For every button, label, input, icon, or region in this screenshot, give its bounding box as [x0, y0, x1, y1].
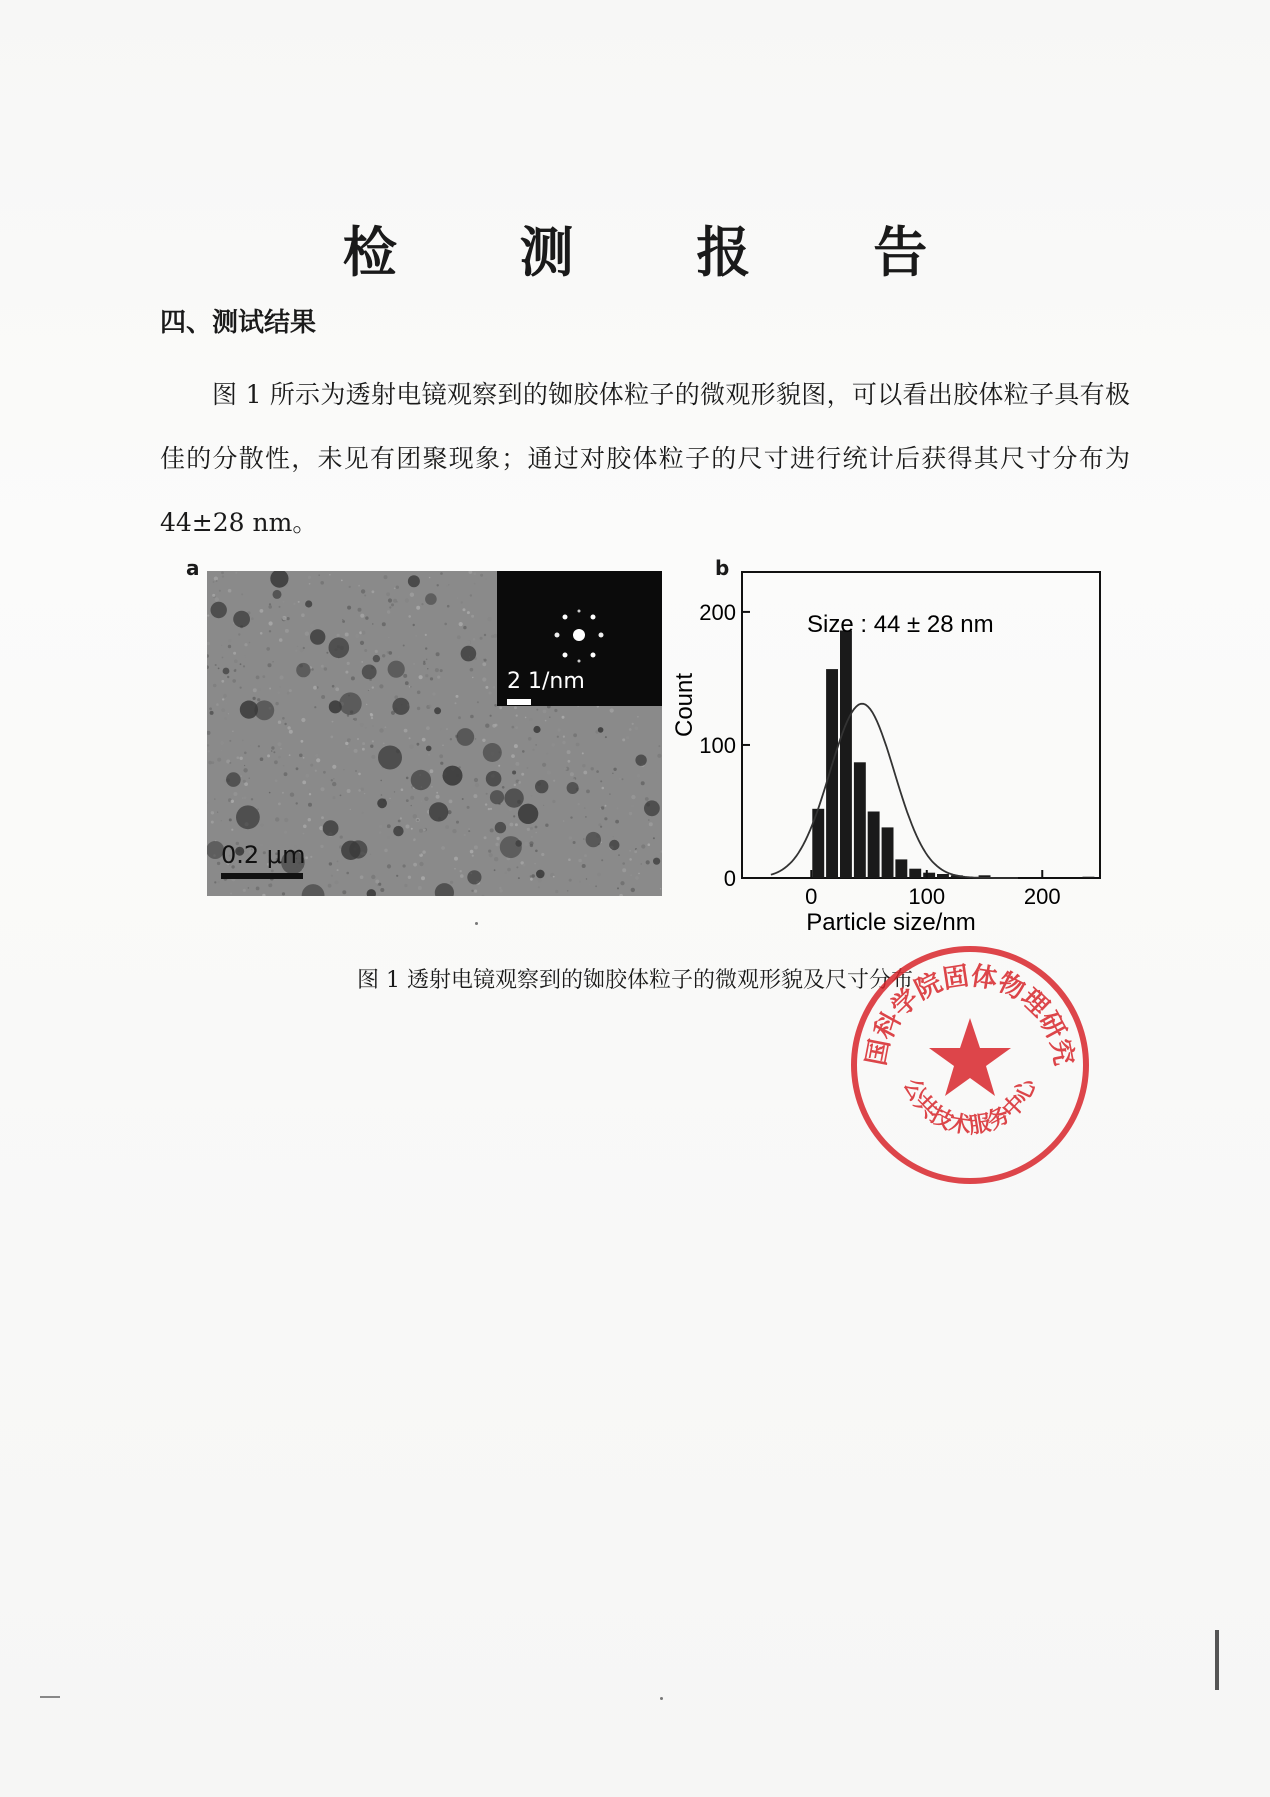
- particle: [305, 600, 312, 607]
- histogram-bar: [1083, 877, 1095, 878]
- tem-image: [207, 571, 662, 896]
- histogram-bar: [826, 669, 838, 878]
- scale-bar: [221, 873, 303, 879]
- particle: [302, 884, 325, 896]
- particle: [495, 822, 506, 833]
- particle: [388, 661, 405, 678]
- y-tick-label: 200: [699, 599, 736, 625]
- histogram-bar: [840, 631, 852, 879]
- particle: [504, 788, 523, 807]
- page-edge-mark: [1215, 1630, 1219, 1690]
- histogram-bar: [909, 869, 921, 878]
- particle: [339, 692, 362, 715]
- particle: [236, 805, 260, 829]
- histogram-bar: [895, 859, 907, 878]
- section-heading: 四、测试结果: [160, 308, 317, 338]
- size-annotation: Size : 44 ± 28 nm: [807, 611, 994, 638]
- panel-b-label: b: [715, 556, 730, 580]
- particle: [483, 743, 502, 762]
- particle: [210, 711, 214, 715]
- particle: [435, 883, 454, 896]
- particle: [362, 665, 377, 680]
- y-axis-label: Count: [671, 672, 698, 738]
- x-axis-label: Particle size/nm: [806, 909, 976, 936]
- particle: [329, 700, 342, 713]
- particle: [434, 707, 441, 714]
- particle: [323, 820, 339, 836]
- particle: [644, 800, 660, 816]
- particle: [567, 782, 579, 794]
- particle: [461, 646, 477, 662]
- particle: [411, 770, 431, 790]
- histogram-bar: [937, 874, 949, 878]
- histogram-bar: [854, 762, 866, 878]
- diffraction-inset: [497, 571, 662, 706]
- particle: [373, 655, 380, 662]
- particle: [536, 870, 545, 879]
- histogram-bar: [868, 812, 880, 879]
- particle: [429, 802, 448, 821]
- particle: [296, 663, 310, 677]
- particle: [393, 826, 403, 836]
- paper-speck: [475, 922, 478, 925]
- particle: [223, 668, 230, 675]
- paper-speck: [660, 1697, 663, 1700]
- particle: [500, 836, 522, 858]
- particle: [609, 840, 619, 850]
- particle: [310, 629, 325, 644]
- particle: [518, 804, 538, 824]
- particle: [211, 602, 227, 618]
- particle: [535, 780, 548, 793]
- particle: [515, 840, 522, 847]
- svg-text:公共技术服务中心: 公共技术服务中心: [898, 1075, 1042, 1140]
- particle: [635, 755, 646, 766]
- particle: [426, 746, 432, 752]
- particle: [598, 727, 604, 733]
- particle: [254, 700, 274, 720]
- x-tick-label: 0: [805, 884, 818, 909]
- y-tick-label: 0: [723, 866, 736, 891]
- y-tick-label: 100: [699, 732, 736, 758]
- particle: [467, 870, 481, 884]
- scale-bar-label: 0.2 μm: [221, 841, 306, 869]
- particle: [486, 771, 502, 787]
- page-edge-mark: [40, 1696, 60, 1698]
- particle: [349, 840, 367, 858]
- particle: [273, 590, 282, 599]
- panel-a-label: a: [186, 556, 200, 580]
- particle: [456, 728, 474, 746]
- particle: [533, 726, 540, 733]
- particle: [392, 698, 409, 715]
- official-seal: [845, 940, 1095, 1190]
- histogram-svg: [660, 560, 1120, 940]
- star-icon: [929, 1018, 1011, 1096]
- particle: [425, 593, 437, 605]
- particle: [490, 790, 504, 804]
- particle: [233, 611, 250, 628]
- particle: [226, 772, 241, 787]
- seal-graphic: [845, 940, 1095, 1190]
- particle: [377, 798, 387, 808]
- histogram-bar: [923, 873, 935, 878]
- svg-text:中国科学院固体物理研究所: 国科学院固体物理研究: [861, 961, 1079, 1068]
- particle: [512, 771, 516, 775]
- particle: [408, 575, 420, 587]
- particle: [586, 832, 601, 847]
- particle: [367, 889, 376, 896]
- particle: [329, 637, 350, 658]
- x-tick-label: 100: [908, 884, 946, 909]
- report-title: 检 测 报 告: [342, 220, 980, 284]
- histogram-bar: [882, 827, 894, 878]
- x-tick-label: 200: [1023, 884, 1061, 909]
- inset-scale-label: 2 1/nm: [507, 669, 585, 694]
- figure-caption: 图 1 透射电镜观察到的铷胶体粒子的微观形貌及尺寸分布: [357, 968, 913, 993]
- gaussian-fit-line: [771, 704, 1018, 878]
- inset-scale-bar: [507, 699, 531, 705]
- results-paragraph: 图 1 所示为透射电镜观察到的铷胶体粒子的微观形貌图，可以看出胶体粒子具有极佳的分散性，未见有团聚现象；通过对胶体粒子的尺寸进行统计后获得其尺寸分布为 44±28 nm。: [160, 380, 1130, 537]
- particle: [378, 746, 402, 770]
- size-distribution-chart: [660, 560, 1120, 940]
- particle: [443, 766, 463, 786]
